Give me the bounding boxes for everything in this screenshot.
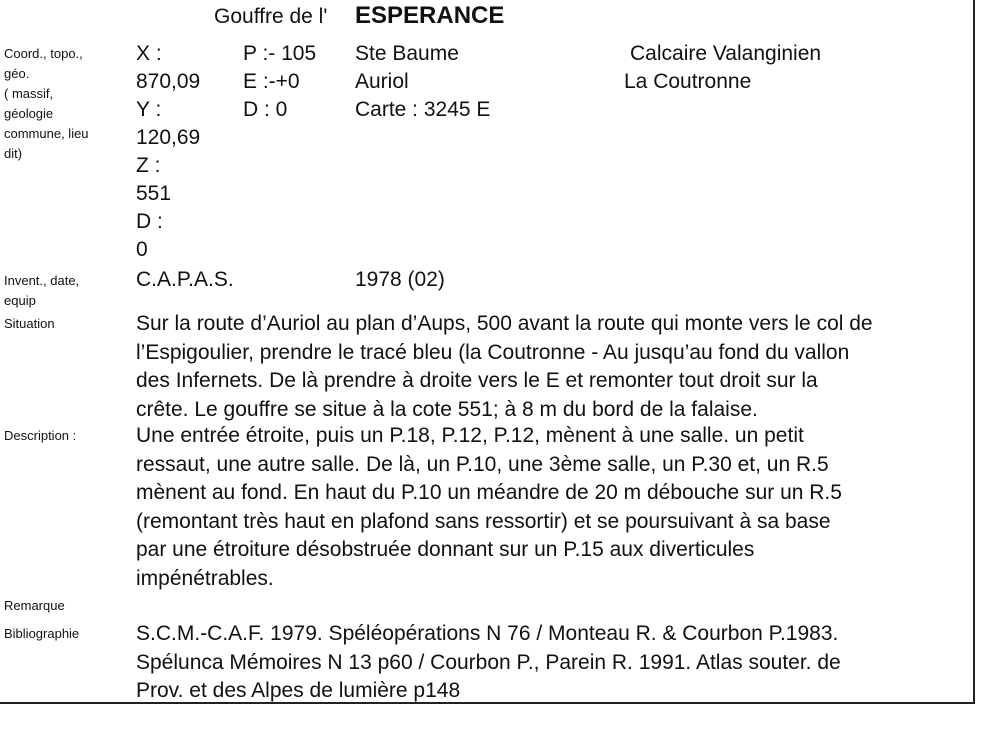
coord-y-value: 120,69 — [136, 126, 201, 149]
text-line: Prov. et des Alpes de lumière p148 — [136, 679, 461, 703]
coord-z-value: 551 — [136, 182, 172, 205]
title-prefix: Gouffre de l' — [214, 5, 328, 28]
text-line: Sur la route d’Auriol au plan d’Aups, 500 avant la route qui monte vers le col de — [136, 312, 873, 335]
inventory-date: 1978 (02) — [355, 268, 445, 291]
text-line: crête. Le gouffre se situe à la cote 551; à 8 m du bord de la falaise. — [136, 397, 758, 421]
coord-y-label: Y : — [136, 98, 162, 121]
label-bibliographie: Bibliographie — [4, 626, 80, 641]
text-line: l’Espigoulier, prendre le tracé bleu (la Coutronne - Au jusqu’au fond du vallon — [136, 340, 850, 364]
coordinates — [136, 40, 200, 264]
lieu-dit: La Coutronne — [624, 70, 752, 93]
label-line: dit) — [4, 146, 23, 161]
text-line: Spélunca Mémoires N 13 p60 / Courbon P., Parein R. 1991. Atlas souter. de — [136, 650, 841, 674]
label-line: géo. — [4, 66, 30, 81]
text-line: des Infernets. De là prendre à droite vers le E et remonter tout droit sur la — [136, 369, 818, 393]
text-line: par une étroiture désobstruée donnant sur un P.15 aux diverticules — [136, 538, 755, 562]
label-line: Coord., topo., — [4, 46, 83, 61]
coord-x-label: X : — [136, 42, 162, 65]
text-line: impénétrables. — [136, 566, 274, 590]
label-remarque: Remarque — [4, 598, 65, 613]
label-invent — [4, 271, 79, 311]
label-line: equip — [4, 293, 36, 308]
label-description: Description : — [4, 428, 77, 443]
map-reference: Carte : 3245 E — [355, 98, 491, 121]
massif: Ste Baume — [355, 42, 459, 65]
situation-text — [136, 310, 974, 424]
topo-development: D : 0 — [243, 98, 288, 121]
text-line: S.C.M.-C.A.F. 1979. Spéléopérations N 76 / Monteau R. & Courbon P.1983. — [136, 622, 839, 645]
topo-depth: P :- 105 — [243, 42, 317, 65]
coord-d-value: 0 — [136, 238, 148, 261]
coord-z-label: Z : — [136, 154, 161, 177]
bibliographie-text — [136, 620, 974, 706]
commune: Auriol — [355, 70, 409, 93]
topo-values — [243, 40, 316, 124]
label-situation: Situation — [4, 316, 55, 331]
label-coord — [4, 44, 89, 164]
text-line: ressaut, une autre salle. De là, un P.10, une 3ème salle, un P.30 et, un R.5 — [136, 452, 829, 476]
geology — [624, 40, 821, 96]
coord-d-label: D : — [136, 210, 163, 233]
location — [355, 40, 490, 124]
text-line: mènent au fond. En haut du P.10 un méandre de 20 m débouche sur un R.5 — [136, 481, 842, 505]
text-line: Une entrée étroite, puis un P.18, P.12, P.12, mènent à une salle. un petit — [136, 424, 804, 447]
label-line: Invent., date, — [4, 273, 80, 288]
geology-formation: Calcaire Valanginien — [630, 42, 822, 65]
label-line: commune, lieu — [4, 126, 89, 141]
label-line: géologie — [4, 106, 54, 121]
inventory-team: C.A.P.A.S. — [136, 268, 234, 291]
cave-name: ESPERANCE — [355, 2, 505, 29]
label-line: ( massif, — [4, 86, 54, 101]
topo-extension: E :-+0 — [243, 70, 300, 93]
text-line: (remontant très haut en plafond sans ressortir) et se poursuivant à sa base — [136, 509, 831, 533]
coord-x-value: 870,09 — [136, 70, 201, 93]
description-text — [136, 422, 974, 594]
